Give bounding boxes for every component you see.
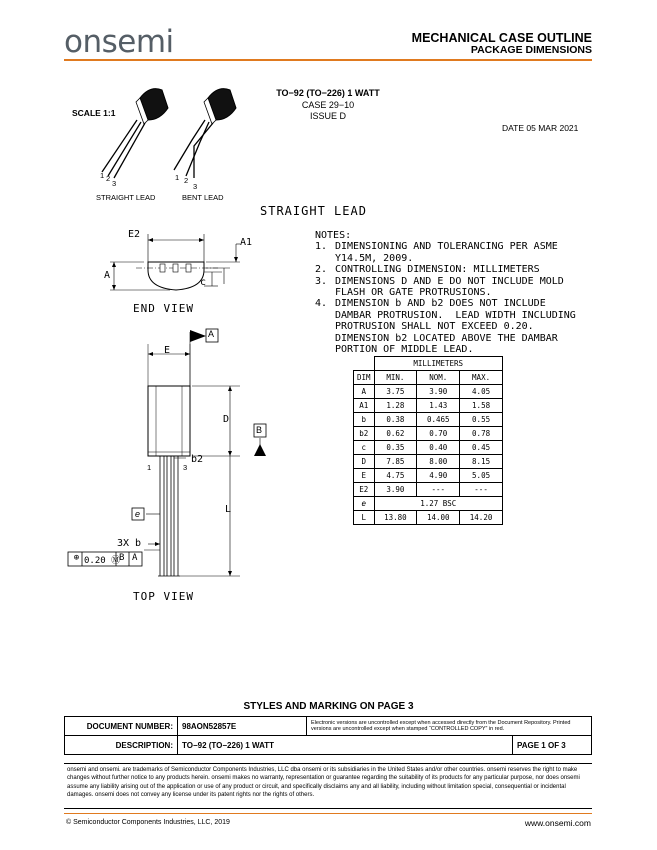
tolerance-datum-a: A <box>132 553 138 563</box>
dim-label-b2: b2 <box>191 454 204 465</box>
description-label: DESCRIPTION: <box>65 736 178 755</box>
dim-label-e-pitch: e <box>135 509 141 519</box>
package-3d-illustration <box>90 80 250 192</box>
scale-label: SCALE 1:1 <box>72 108 116 118</box>
document-info-box <box>64 716 592 755</box>
bent-pin-label-1: 1 <box>175 173 180 182</box>
table-row: L 13.80 14.00 14.20 <box>354 511 503 525</box>
bent-pin-label-2: 2 <box>184 176 189 185</box>
table-row: E 4.75 4.90 5.05 <box>354 469 503 483</box>
table-row: A1 1.28 1.43 1.58 <box>354 399 503 413</box>
table-row: D 7.85 8.00 8.15 <box>354 455 503 469</box>
section-title: STRAIGHT LEAD <box>260 204 367 218</box>
dim-label-a1: A1 <box>240 237 253 248</box>
table-row: e 1.27 BSC <box>354 497 503 511</box>
top-view-drawing <box>60 326 280 588</box>
dim-label-d: D <box>223 414 230 425</box>
package-name: TO−92 (TO−226) 1 WATT <box>276 88 380 98</box>
end-view-label: END VIEW <box>133 302 194 315</box>
package-case: CASE 29−10 <box>301 100 355 110</box>
top-pin-label-1: 1 <box>147 463 152 472</box>
table-row: E2 3.90 --- --- <box>354 483 503 497</box>
note-2: 2. CONTROLLING DIMENSION: MILLIMETERS <box>315 264 540 276</box>
dimension-table <box>353 356 503 525</box>
notes-heading: NOTES: <box>315 230 352 241</box>
trademark-disclaimer: onsemi and onsemi. are trademarks of Semiconductor Components Industries, LLC dba onsemi or its subsidiaries in the United States and/or other countries. onsemi reserves the right to make changes without further notice to any products herein. onsemi makes no warranty, representation or guarantee regarding the suitability of its products for any particular purpose, nor does onsemi assume any liability arising out of the application or use of any product or circuit, and specifically disclaims any and all liability, including without limitation special, consequential or incidental damages. onsemi does not convey any license under its patent rights nor the rights of others. <box>64 763 592 809</box>
bent-lead-caption: BENT LEAD <box>182 193 224 202</box>
doc-subtitle: PACKAGE DIMENSIONS <box>470 44 592 56</box>
dim-label-e2: E2 <box>128 229 141 240</box>
end-view-drawing <box>100 228 240 308</box>
pin-label-2: 2 <box>106 174 111 183</box>
pin-label-1: 1 <box>100 171 105 180</box>
footer-rule <box>64 813 592 814</box>
notes-block <box>315 230 615 355</box>
doc-date: DATE 05 MAR 2021 <box>502 123 579 133</box>
tolerance-datum-b: B <box>119 553 125 563</box>
dim-label-c: c <box>200 277 207 288</box>
styles-note: STYLES AND MARKING ON PAGE 3 <box>243 701 414 712</box>
package-issue: ISSUE D <box>309 111 346 121</box>
straight-lead-caption: STRAIGHT LEAD <box>96 193 156 202</box>
doc-number: 98AON52857E <box>178 717 307 736</box>
bent-lead-package-icon <box>174 89 236 178</box>
onsemi-logo: onsemi <box>64 24 174 60</box>
table-row: c 0.35 0.40 0.45 <box>354 441 503 455</box>
table-header-row: DIM MIN. NOM. MAX. <box>354 371 503 385</box>
electronic-version-note: Electronic versions are uncontrolled except when accessed directly from the Document Repository. Printed versions are uncontrolled except when stamped “CONTROLLED COPY” in red. <box>307 717 592 736</box>
straight-lead-package-icon <box>102 89 168 178</box>
dim-label-a: A <box>104 270 111 281</box>
top-view-label: TOP VIEW <box>133 590 194 603</box>
table-row: b 0.38 0.465 0.55 <box>354 413 503 427</box>
note-1: 1. DIMENSIONING AND TOLERANCING PER ASME Y14.5M, 2009. <box>315 241 558 264</box>
header-rule <box>64 59 592 61</box>
table-row: A 3.75 3.90 4.05 <box>354 385 503 399</box>
tolerance-value: 0.20 Ⓜ <box>84 556 121 566</box>
position-tolerance-icon: ⊕ <box>73 553 80 563</box>
note-4: 4. DIMENSION b AND b2 DOES NOT INCLUDE DAMBAR PROTRUSION. LEAD WIDTH INCLUDING PROTRUSION SHALL NOT EXCEED 0.20. DIMENSION b2 LOCATED ABOVE THE DAMBAR PORTION OF MIDDLE LEAD. <box>315 298 576 356</box>
table-group-header: MILLIMETERS <box>374 357 503 371</box>
page-number: PAGE 1 OF 3 <box>513 736 592 755</box>
copyright: © Semiconductor Components Industries, LLC, 2019 <box>66 819 230 826</box>
dim-label-3xb: 3X b <box>117 538 142 549</box>
note-3: 3. DIMENSIONS D AND E DO NOT INCLUDE MOLD FLASH OR GATE PROTRUSIONS. <box>315 275 564 299</box>
description-value: TO−92 (TO−226) 1 WATT <box>178 736 513 755</box>
datum-b-label: B <box>256 425 263 435</box>
dim-label-e: E <box>164 345 171 356</box>
pin-label-3: 3 <box>112 179 117 188</box>
website-link[interactable]: www.onsemi.com <box>524 818 591 828</box>
datum-a-label: A <box>208 329 215 339</box>
dim-label-l: L <box>225 504 232 515</box>
top-pin-label-3: 3 <box>183 463 188 472</box>
bent-pin-label-3: 3 <box>193 182 198 191</box>
doc-number-label: DOCUMENT NUMBER: <box>65 717 178 736</box>
doc-title: MECHANICAL CASE OUTLINE <box>411 31 592 45</box>
table-row: b2 0.62 0.70 0.78 <box>354 427 503 441</box>
